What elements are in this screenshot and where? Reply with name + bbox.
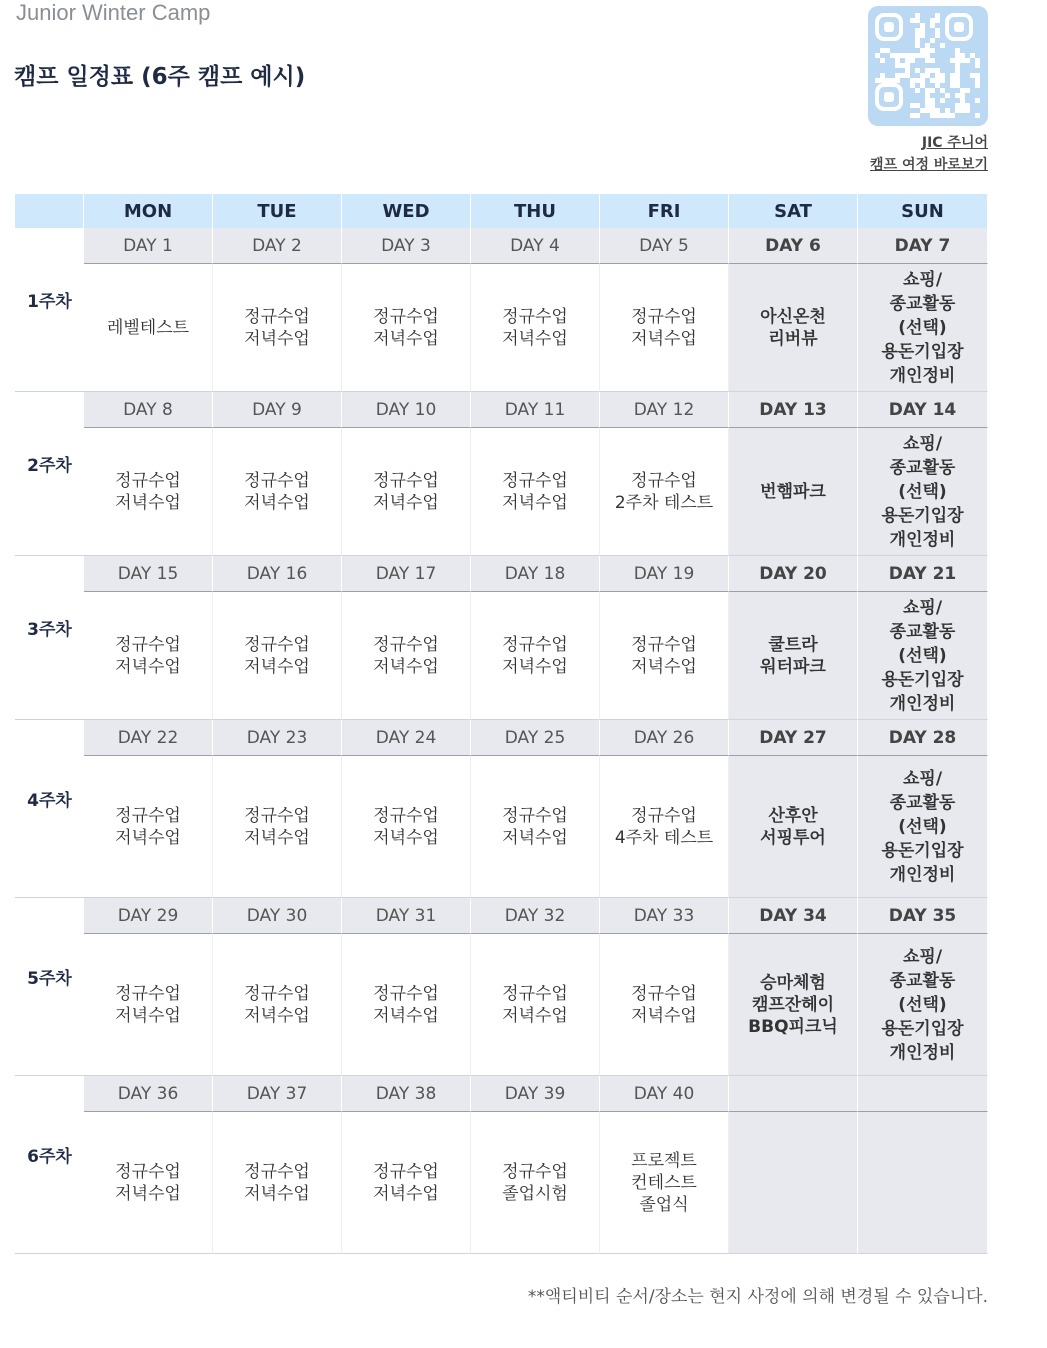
activity-line: 개인정비 bbox=[889, 529, 956, 550]
day-number: DAY 2 bbox=[213, 228, 342, 264]
activity-line: 프로젝트 bbox=[631, 1150, 697, 1171]
activity-line: 정규수업 bbox=[115, 634, 181, 655]
day-number: DAY 6 bbox=[729, 228, 858, 264]
day-number: DAY 16 bbox=[213, 556, 342, 592]
activity-cell bbox=[342, 934, 471, 1076]
activity-line: 정규수업 bbox=[502, 983, 568, 1004]
activity-cell bbox=[342, 264, 471, 392]
activity-cell bbox=[471, 756, 600, 898]
activity-cell bbox=[858, 934, 988, 1076]
activity-line: 졸업식 bbox=[639, 1194, 689, 1215]
activity-line: 용돈기입장 bbox=[881, 840, 964, 861]
day-number: DAY 5 bbox=[600, 228, 729, 264]
activity-cell bbox=[471, 428, 600, 556]
activity-cell bbox=[471, 592, 600, 720]
activity-cell bbox=[858, 264, 988, 392]
activity-cell bbox=[342, 1112, 471, 1254]
activity-line: 정규수업 bbox=[373, 634, 439, 655]
day-number: DAY 35 bbox=[858, 898, 988, 934]
activity-cell bbox=[600, 264, 729, 392]
activity-line: 용돈기입장 bbox=[881, 669, 964, 690]
activity-line: 개인정비 bbox=[889, 864, 956, 885]
activity-line: 캠프잔헤이 bbox=[751, 994, 835, 1015]
activity-line: 쇼핑/ bbox=[902, 597, 943, 618]
activity-line: 저녁수업 bbox=[502, 656, 568, 677]
activity-line: 저녁수업 bbox=[373, 492, 439, 513]
activity-cell bbox=[213, 264, 342, 392]
week-label: 1주차 bbox=[15, 228, 84, 392]
day-number: DAY 3 bbox=[342, 228, 471, 264]
activity-cell bbox=[471, 264, 600, 392]
activity-line: 정규수업 bbox=[631, 306, 697, 327]
activity-cell bbox=[858, 1112, 988, 1254]
activity-line: 아신온천 bbox=[760, 306, 826, 327]
activity-line: 저녁수업 bbox=[502, 827, 568, 848]
activity-line: 저녁수업 bbox=[373, 656, 439, 677]
day-number: DAY 18 bbox=[471, 556, 600, 592]
day-number: DAY 31 bbox=[342, 898, 471, 934]
header-day-tue: TUE bbox=[213, 194, 342, 228]
day-number: DAY 19 bbox=[600, 556, 729, 592]
day-number: DAY 28 bbox=[858, 720, 988, 756]
activity-line: 정규수업 bbox=[115, 983, 181, 1004]
activity-line: 종교활동 bbox=[889, 621, 956, 642]
activity-cell bbox=[729, 592, 858, 720]
activity-line: 컨테스트 bbox=[631, 1172, 697, 1193]
activity-line: 저녁수업 bbox=[502, 328, 568, 349]
activity-cell bbox=[213, 934, 342, 1076]
header-day-sun: SUN bbox=[858, 194, 988, 228]
day-number: DAY 39 bbox=[471, 1076, 600, 1112]
day-number: DAY 22 bbox=[84, 720, 213, 756]
page-title: 캠프 일정표 (6주 캠프 예시) bbox=[14, 64, 306, 90]
activity-line: 저녁수업 bbox=[373, 328, 439, 349]
day-number: DAY 24 bbox=[342, 720, 471, 756]
qr-code[interactable] bbox=[868, 6, 988, 126]
qr-code-icon bbox=[868, 6, 988, 126]
header-day-thu: THU bbox=[471, 194, 600, 228]
activity-line: 저녁수업 bbox=[244, 328, 310, 349]
activity-line: 종교활동 bbox=[889, 457, 956, 478]
activity-line: 개인정비 bbox=[889, 1042, 956, 1063]
header-day-fri: FRI bbox=[600, 194, 729, 228]
day-number: DAY 40 bbox=[600, 1076, 729, 1112]
activity-cell bbox=[729, 264, 858, 392]
activity-line: 정규수업 bbox=[244, 306, 310, 327]
activity-line: 정규수업 bbox=[373, 306, 439, 327]
activity-line: 종교활동 bbox=[889, 970, 956, 991]
activity-line: 정규수업 bbox=[244, 634, 310, 655]
activity-line: 저녁수업 bbox=[502, 1005, 568, 1026]
activity-line: (선택) bbox=[898, 994, 947, 1015]
activity-line: 산후안 bbox=[768, 805, 818, 826]
qr-caption-link[interactable] bbox=[870, 132, 988, 176]
activity-line: 정규수업 bbox=[373, 983, 439, 1004]
header-corner bbox=[15, 194, 84, 228]
activity-line: 레벨테스트 bbox=[106, 317, 190, 338]
activity-line: 저녁수업 bbox=[244, 656, 310, 677]
activity-line: 승마체험 bbox=[760, 972, 826, 993]
activity-line: 정규수업 bbox=[502, 306, 568, 327]
qr-caption-line2: 캠프 여정 바로보기 bbox=[870, 157, 988, 173]
footnote: **액티비티 순서/장소는 현지 사정에 의해 변경될 수 있습니다. bbox=[527, 1287, 988, 1307]
activity-line: 정규수업 bbox=[244, 983, 310, 1004]
day-number: DAY 12 bbox=[600, 392, 729, 428]
activity-line: 정규수업 bbox=[502, 634, 568, 655]
activity-line: 정규수업 bbox=[115, 470, 181, 491]
day-number: DAY 13 bbox=[729, 392, 858, 428]
day-number: DAY 21 bbox=[858, 556, 988, 592]
activity-line: 종교활동 bbox=[889, 293, 956, 314]
week-label: 4주차 bbox=[15, 720, 84, 898]
activity-line: 4주차 테스트 bbox=[614, 827, 714, 848]
activity-line: 저녁수업 bbox=[631, 656, 697, 677]
day-number: DAY 30 bbox=[213, 898, 342, 934]
day-number: DAY 23 bbox=[213, 720, 342, 756]
activity-cell bbox=[213, 1112, 342, 1254]
day-number: DAY 17 bbox=[342, 556, 471, 592]
activity-cell bbox=[84, 756, 213, 898]
activity-cell bbox=[213, 756, 342, 898]
activity-line: 저녁수업 bbox=[244, 1005, 310, 1026]
activity-line: 정규수업 bbox=[631, 983, 697, 1004]
activity-line: 2주차 테스트 bbox=[614, 492, 714, 513]
activity-line: 용돈기입장 bbox=[881, 505, 964, 526]
activity-line: 정규수업 bbox=[631, 470, 697, 491]
activity-line: 쿨트라 bbox=[768, 634, 818, 655]
day-number: DAY 37 bbox=[213, 1076, 342, 1112]
activity-line: 정규수업 bbox=[373, 805, 439, 826]
header-day-mon: MON bbox=[84, 194, 213, 228]
activity-cell bbox=[600, 1112, 729, 1254]
activity-line: 저녁수업 bbox=[115, 827, 181, 848]
activity-line: 정규수업 bbox=[631, 634, 697, 655]
day-number: DAY 10 bbox=[342, 392, 471, 428]
activity-cell bbox=[213, 592, 342, 720]
schedule-table bbox=[15, 194, 988, 1254]
activity-line: 리버뷰 bbox=[768, 328, 818, 349]
activity-line: 개인정비 bbox=[889, 693, 956, 714]
day-number: DAY 38 bbox=[342, 1076, 471, 1112]
activity-line: 쇼핑/ bbox=[902, 946, 943, 967]
activity-line: 저녁수업 bbox=[631, 1005, 697, 1026]
activity-line: 정규수업 bbox=[502, 1161, 568, 1182]
activity-cell bbox=[84, 1112, 213, 1254]
header-day-wed: WED bbox=[342, 194, 471, 228]
activity-cell bbox=[858, 592, 988, 720]
day-number: DAY 15 bbox=[84, 556, 213, 592]
activity-line: BBQ피크닉 bbox=[748, 1016, 838, 1037]
activity-cell bbox=[600, 756, 729, 898]
brand-text: Junior Winter Camp bbox=[16, 0, 211, 25]
activity-cell bbox=[84, 934, 213, 1076]
day-number bbox=[729, 1076, 858, 1112]
activity-line: 저녁수업 bbox=[502, 492, 568, 513]
activity-line: (선택) bbox=[898, 317, 947, 338]
activity-line: 저녁수업 bbox=[373, 827, 439, 848]
day-number: DAY 4 bbox=[471, 228, 600, 264]
day-number: DAY 29 bbox=[84, 898, 213, 934]
activity-line: 저녁수업 bbox=[244, 492, 310, 513]
activity-line: 워터파크 bbox=[760, 656, 826, 677]
day-number: DAY 14 bbox=[858, 392, 988, 428]
activity-cell bbox=[471, 934, 600, 1076]
day-number: DAY 32 bbox=[471, 898, 600, 934]
activity-line: 정규수업 bbox=[631, 805, 697, 826]
header-day-sat: SAT bbox=[729, 194, 858, 228]
activity-line: 정규수업 bbox=[244, 1161, 310, 1182]
day-number: DAY 33 bbox=[600, 898, 729, 934]
activity-line: 정규수업 bbox=[502, 470, 568, 491]
day-number: DAY 27 bbox=[729, 720, 858, 756]
qr-caption-line1: JIC 주니어 bbox=[921, 135, 988, 151]
activity-cell bbox=[729, 1112, 858, 1254]
day-number: DAY 9 bbox=[213, 392, 342, 428]
day-number: DAY 11 bbox=[471, 392, 600, 428]
week-label: 6주차 bbox=[15, 1076, 84, 1254]
day-number: DAY 1 bbox=[84, 228, 213, 264]
activity-cell bbox=[471, 1112, 600, 1254]
activity-cell bbox=[600, 934, 729, 1076]
day-number: DAY 36 bbox=[84, 1076, 213, 1112]
activity-cell bbox=[213, 428, 342, 556]
activity-cell bbox=[84, 592, 213, 720]
activity-line: 정규수업 bbox=[115, 1161, 181, 1182]
activity-cell bbox=[858, 428, 988, 556]
activity-line: 번햄파크 bbox=[760, 481, 826, 502]
activity-line: 졸업시험 bbox=[502, 1183, 568, 1204]
day-number: DAY 20 bbox=[729, 556, 858, 592]
activity-line: 용돈기입장 bbox=[881, 1018, 964, 1039]
activity-line: 정규수업 bbox=[502, 805, 568, 826]
activity-line: 저녁수업 bbox=[115, 492, 181, 513]
activity-cell bbox=[600, 428, 729, 556]
activity-cell bbox=[84, 264, 213, 392]
activity-cell bbox=[729, 756, 858, 898]
day-number: DAY 8 bbox=[84, 392, 213, 428]
activity-cell bbox=[729, 428, 858, 556]
activity-cell bbox=[858, 756, 988, 898]
activity-line: 정규수업 bbox=[373, 470, 439, 491]
day-number: DAY 34 bbox=[729, 898, 858, 934]
day-number: DAY 7 bbox=[858, 228, 988, 264]
activity-line: 저녁수업 bbox=[244, 827, 310, 848]
day-number: DAY 25 bbox=[471, 720, 600, 756]
activity-cell bbox=[342, 428, 471, 556]
activity-cell bbox=[84, 428, 213, 556]
activity-line: 저녁수업 bbox=[373, 1005, 439, 1026]
activity-line: 저녁수업 bbox=[373, 1183, 439, 1204]
activity-line: 정규수업 bbox=[244, 805, 310, 826]
activity-line: (선택) bbox=[898, 481, 947, 502]
activity-line: 쇼핑/ bbox=[902, 768, 943, 789]
activity-line: 쇼핑/ bbox=[902, 433, 943, 454]
activity-cell bbox=[600, 592, 729, 720]
activity-line: (선택) bbox=[898, 645, 947, 666]
activity-line: 정규수업 bbox=[115, 805, 181, 826]
activity-line: 서핑투어 bbox=[760, 827, 826, 848]
activity-cell bbox=[342, 592, 471, 720]
activity-cell bbox=[342, 756, 471, 898]
activity-line: 저녁수업 bbox=[115, 1183, 181, 1204]
activity-line: 저녁수업 bbox=[115, 656, 181, 677]
week-label: 5주차 bbox=[15, 898, 84, 1076]
activity-cell bbox=[729, 934, 858, 1076]
activity-line: 쇼핑/ bbox=[902, 269, 943, 290]
activity-line: (선택) bbox=[898, 816, 947, 837]
week-label: 3주차 bbox=[15, 556, 84, 720]
activity-line: 저녁수업 bbox=[631, 328, 697, 349]
week-label: 2주차 bbox=[15, 392, 84, 556]
activity-line: 용돈기입장 bbox=[881, 341, 964, 362]
activity-line: 개인정비 bbox=[889, 365, 956, 386]
activity-line: 저녁수업 bbox=[244, 1183, 310, 1204]
day-number: DAY 26 bbox=[600, 720, 729, 756]
activity-line: 정규수업 bbox=[373, 1161, 439, 1182]
activity-line: 정규수업 bbox=[244, 470, 310, 491]
activity-line: 저녁수업 bbox=[115, 1005, 181, 1026]
day-number bbox=[858, 1076, 988, 1112]
activity-line: 종교활동 bbox=[889, 792, 956, 813]
